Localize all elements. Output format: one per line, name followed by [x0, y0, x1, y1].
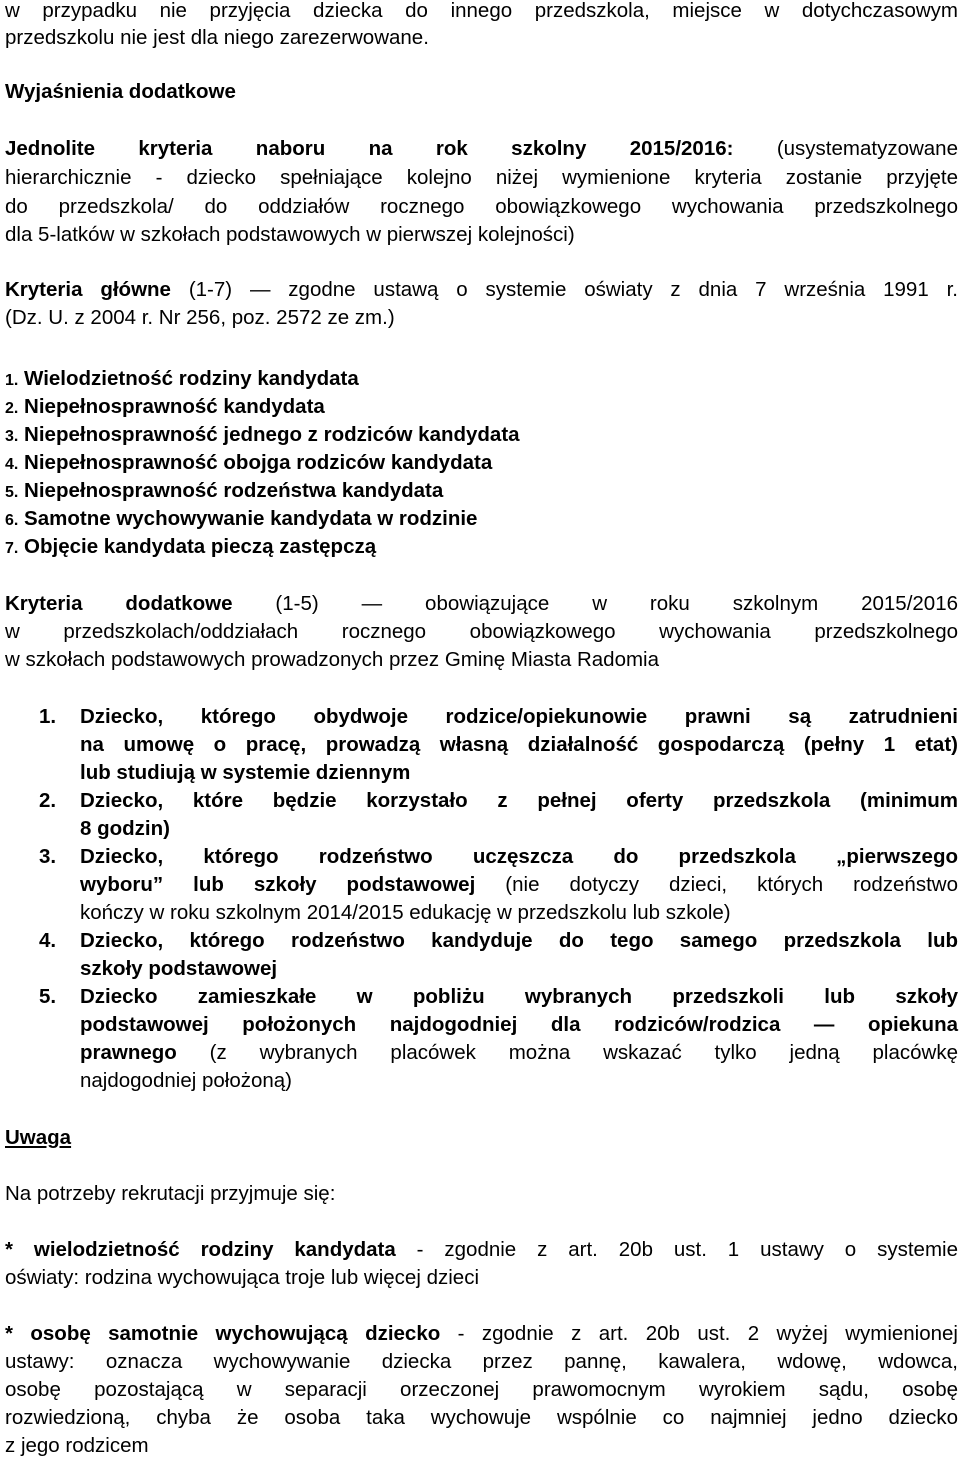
additional-criteria-line: w przedszkolach/oddziałach rocznego obowiązkowego wychowania przedszkolnego	[5, 620, 958, 643]
additional-item-line: kończy w roku szkolnym 2014/2015 edukację w przedszkolu lub szkole)	[80, 901, 731, 924]
additional-item-line: podstawowej położonych najdogodniej dla rodziców/rodzica — opiekuna	[80, 1013, 958, 1036]
additional-criteria-line: w szkołach podstawowych prowadzonych przez Gminę Miasta Radomia	[5, 648, 660, 671]
additional-item-line: Dziecko, którego rodzeństwo uczęszcza do przedszkola „pierwszego	[80, 845, 958, 868]
additional-item-line: Dziecko, którego obydwoje rodzice/opiekunowie prawni są zatrudnieni	[80, 705, 958, 728]
definition-line: * osobę samotnie wychowującą dziecko - zgodnie z art. 20b ust. 2 wyżej wymienionej	[5, 1322, 958, 1345]
main-criteria-text: (1-7) — zgodne ustawą o systemie oświaty z dnia 7 września 1991 r.	[188, 278, 958, 301]
additional-item-number: 3.	[39, 845, 57, 868]
additional-item-line: szkoły podstawowej	[80, 957, 278, 980]
definition-line: oświaty: rodzina wychowująca troje lub więcej dzieci	[5, 1266, 479, 1289]
additional-item-line: Dziecko, którego rodzeństwo kandyduje do tego samego przedszkola lub	[80, 929, 958, 952]
criteria-intro-text: (usystematyzowane	[776, 137, 958, 160]
note-intro: Na potrzeby rekrutacji przyjmuje się:	[5, 1182, 336, 1205]
intro-line: przedszkolu nie jest dla niego zarezerwowane.	[5, 26, 429, 49]
main-criteria-line: (Dz. U. z 2004 r. Nr 256, poz. 2572 ze zm.)	[5, 306, 395, 329]
additional-criteria-heading: Kryteria dodatkowe	[5, 592, 233, 615]
main-criteria-item: 5. Niepełnosprawność rodzeństwa kandydata	[5, 479, 444, 502]
additional-item-line: prawnego (z wybranych placówek można wskazać tylko jedną placówkę	[80, 1041, 958, 1064]
main-criteria-item: 7. Objęcie kandydata pieczą zastępczą	[5, 535, 377, 558]
additional-criteria-line	[5, 590, 958, 618]
additional-item-line: najdogodniej położoną)	[80, 1069, 293, 1092]
criteria-intro-heading: Jednolite kryteria naboru na rok szkolny 2015/2016:	[5, 137, 734, 160]
section-title: Wyjaśnienia dodatkowe	[5, 80, 236, 103]
definition-line: * wielodzietność rodziny kandydata - zgodnie z art. 20b ust. 1 ustawy o systemie	[5, 1238, 958, 1261]
criteria-intro-line: do przedszkola/ do oddziałów rocznego obowiązkowego wychowania przedszkolnego	[5, 195, 958, 218]
definition-line: rozwiedzioną, chyba że osoba taka wychowuje wspólnie co najmniej jedno dziecko	[5, 1406, 958, 1429]
additional-item-number: 1.	[39, 705, 57, 728]
additional-item-line: lub studiują w systemie dziennym	[80, 761, 411, 784]
main-criteria-line	[5, 276, 958, 304]
criteria-intro-line: dla 5-latków w szkołach podstawowych w pierwszej kolejności)	[5, 223, 575, 246]
main-criteria-item: 3. Niepełnosprawność jednego z rodziców kandydata	[5, 423, 520, 446]
criteria-intro-line	[5, 135, 958, 163]
note-title: Uwaga	[5, 1126, 72, 1149]
intro-line: w przypadku nie przyjęcia dziecka do innego przedszkola, miejsce w dotychczasowym	[5, 0, 958, 22]
additional-criteria-text: (1-5) — obowiązujące w roku szkolnym 2015/2016	[275, 592, 959, 615]
main-criteria-heading: Kryteria główne	[5, 278, 171, 301]
definition-line: ustawy: oznacza wychowywanie dziecka przez pannę, kawalera, wdowę, wdowca,	[5, 1350, 958, 1373]
additional-item-number: 2.	[39, 789, 57, 812]
additional-item-number: 5.	[39, 985, 57, 1008]
additional-item-line: na umowę o pracę, prowadzą własną działalność gospodarczą (pełny 1 etat)	[80, 733, 958, 756]
additional-item-line: Dziecko zamieszkałe w pobliżu wybranych przedszkoli lub szkoły	[80, 985, 958, 1008]
main-criteria-item: 1. Wielodzietność rodziny kandydata	[5, 367, 359, 390]
definition-term: * wielodzietność rodziny kandydata	[5, 1238, 396, 1261]
criteria-intro-line: hierarchicznie - dziecko spełniające kolejno niżej wymienione kryteria zostanie przyjęte	[5, 166, 958, 189]
definition-line: z jego rodzicem	[5, 1434, 149, 1457]
additional-item-line: Dziecko, które będzie korzystało z pełnej oferty przedszkola (minimum	[80, 789, 958, 812]
main-criteria-item: 2. Niepełnosprawność kandydata	[5, 395, 325, 418]
definition-line: osobę pozostającą w separacji orzeczonej prawomocnym wyrokiem sądu, osobę	[5, 1378, 958, 1401]
main-criteria-item: 4. Niepełnosprawność obojga rodziców kandydata	[5, 451, 493, 474]
additional-item-number: 4.	[39, 929, 57, 952]
main-criteria-item: 6. Samotne wychowywanie kandydata w rodzinie	[5, 507, 478, 530]
additional-item-line: wyboru” lub szkoły podstawowej (nie dotyczy dzieci, których rodzeństwo	[80, 873, 958, 896]
additional-item-line: 8 godzin)	[80, 817, 170, 840]
definition-term: * osobę samotnie wychowującą dziecko	[5, 1322, 441, 1345]
